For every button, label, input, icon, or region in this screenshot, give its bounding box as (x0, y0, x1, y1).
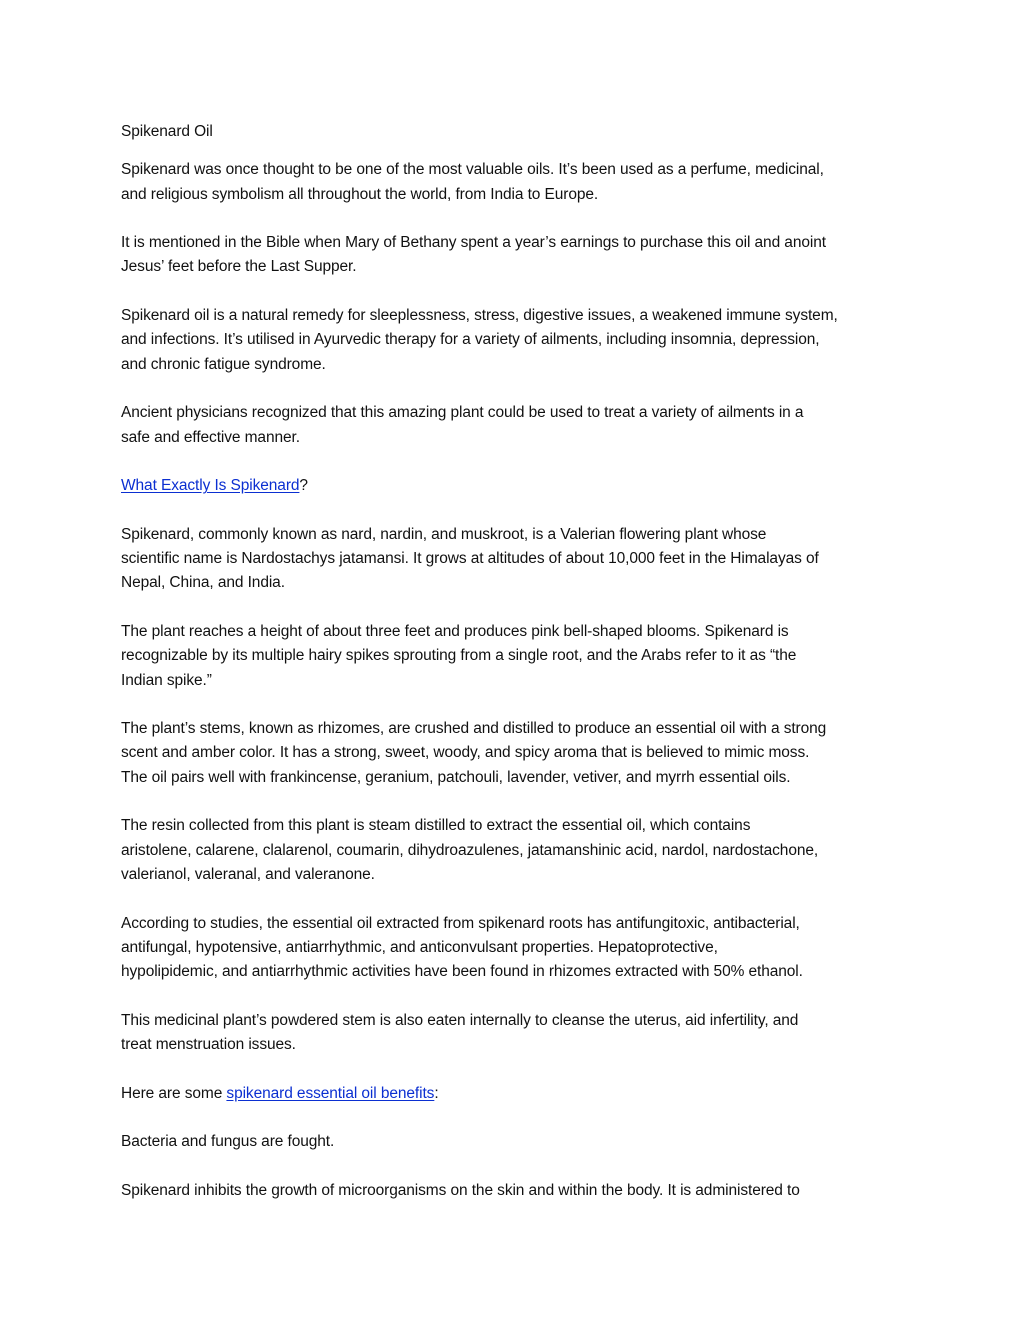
question-mark: ? (299, 477, 308, 495)
text-line: Spikenard inhibits the growth of microorganisms on the skin and within the body. It is administered to (121, 1181, 800, 1199)
text-line: scientific name is Nardostachys jatamansi. It grows at altitudes of about 10,000 feet in the Himalayas of (121, 550, 819, 568)
paragraph-ancient (121, 401, 911, 450)
text-line: valerianol, valeranal, and valeranone. (121, 865, 375, 883)
document-title: Spikenard Oil (121, 123, 213, 140)
benefits-colon: : (434, 1084, 439, 1102)
text-line: According to studies, the essential oil extracted from spikenard roots has antifungitoxic, antibacterial, (121, 914, 800, 932)
paragraph-intro (121, 158, 911, 207)
paragraph-benefits-intro (121, 1082, 911, 1106)
paragraph-what-is (121, 474, 911, 498)
text-line: This medicinal plant’s powdered stem is also eaten internally to cleanse the uterus, aid infertility, and (121, 1011, 799, 1029)
paragraph-resin (121, 814, 911, 887)
text-line: and chronic fatigue syndrome. (121, 355, 326, 373)
text-line: and religious symbolism all throughout the world, from India to Europe. (121, 185, 599, 203)
text-line: aristolene, calarene, clalarenol, coumarin, dihydroazulenes, jatamanshinic acid, nardol, nardostachone, (121, 841, 819, 859)
text-line: Nepal, China, and India. (121, 574, 285, 592)
text-line: The plant’s stems, known as rhizomes, are crushed and distilled to produce an essential oil with a strong (121, 720, 827, 738)
paragraph-nard (121, 523, 911, 596)
text-line: treat menstruation issues. (121, 1035, 296, 1053)
subheading-bacteria: Bacteria and fungus are fought. (121, 1133, 335, 1151)
paragraph-studies (121, 912, 911, 985)
text-line: safe and effective manner. (121, 428, 300, 446)
paragraph-plant-height (121, 620, 911, 693)
text-line: Indian spike.” (121, 671, 212, 689)
paragraph-rhizomes (121, 717, 911, 790)
spikenard-benefits-link[interactable]: spikenard essential oil benefits (226, 1084, 435, 1102)
paragraph-remedy (121, 304, 911, 377)
text-line: hypolipidemic, and antiarrhythmic activities have been found in rhizomes extracted with 50% ethanol. (121, 963, 803, 981)
text-line: The oil pairs well with frankincense, geranium, patchouli, lavender, vetiver, and myrrh essential oils. (121, 768, 791, 786)
text-line: The plant reaches a height of about three feet and produces pink bell-shaped blooms. Spikenard is (121, 622, 789, 640)
text-line: antifungal, hypotensive, antiarrhythmic, and anticonvulsant properties. Hepatoprotective, (121, 938, 718, 956)
text-line: and infections. It’s utilised in Ayurvedic therapy for a variety of ailments, including insomnia, depression, (121, 331, 820, 349)
paragraph-powdered-stem (121, 1009, 911, 1058)
what-is-spikenard-link[interactable]: What Exactly Is Spikenard (121, 477, 300, 495)
text-line: Spikenard, commonly known as nard, nardin, and muskroot, is a Valerian flowering plant whose (121, 525, 767, 543)
paragraph-last (121, 1179, 911, 1203)
text-line: The resin collected from this plant is steam distilled to extract the essential oil, which contains (121, 817, 751, 835)
text-line: Spikenard was once thought to be one of the most valuable oils. It’s been used as a perfume, medicinal, (121, 161, 824, 179)
text-line: It is mentioned in the Bible when Mary of Bethany spent a year’s earnings to purchase this oil and anoint (121, 234, 826, 252)
text-line: scent and amber color. It has a strong, sweet, woody, and spicy aroma that is believed to mimic moss. (121, 744, 810, 762)
text-line: Ancient physicians recognized that this amazing plant could be used to treat a variety of ailments in a (121, 404, 804, 422)
paragraph-bible (121, 231, 911, 280)
document-body (121, 120, 911, 1227)
text-line: Spikenard oil is a natural remedy for sleeplessness, stress, digestive issues, a weakened immune system, (121, 307, 838, 325)
benefits-prefix: Here are some (121, 1084, 227, 1102)
text-line: recognizable by its multiple hairy spikes sprouting from a single root, and the Arabs refer to it as “the (121, 647, 797, 665)
text-line: Jesus’ feet before the Last Supper. (121, 258, 357, 276)
